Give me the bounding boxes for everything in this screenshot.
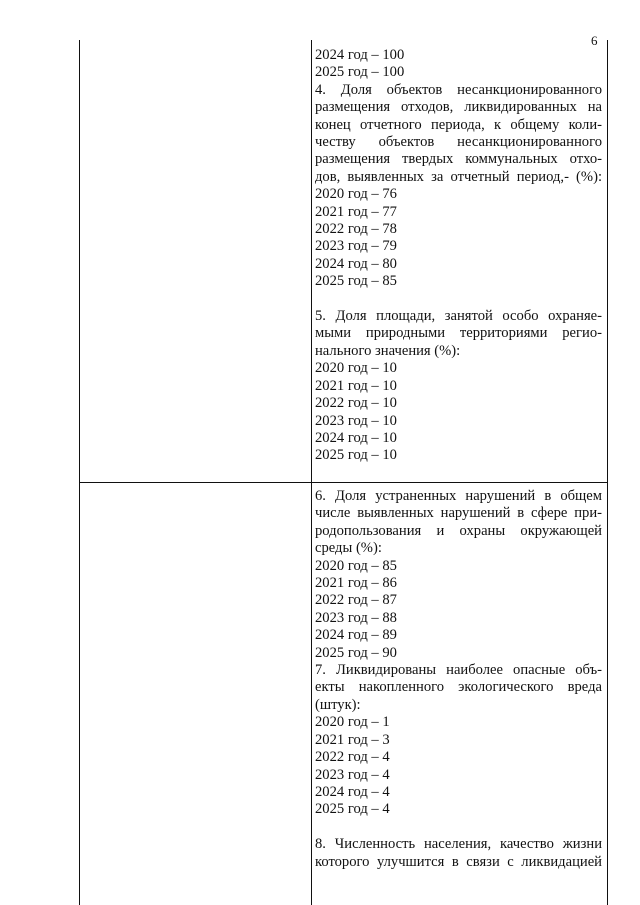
item5-text-line: мыми природными территориями регио- bbox=[315, 325, 602, 342]
item6-text-line: родопользования и охраны окружающей bbox=[315, 522, 602, 539]
year-line: 2020 год – 1 bbox=[315, 714, 390, 731]
item5-text-line: 5. Доля площади, занятой особо охраняе- bbox=[315, 308, 602, 325]
year-line: 2020 год – 10 bbox=[315, 360, 397, 377]
year-line: 2020 год – 76 bbox=[315, 186, 397, 203]
item4-text-line: размещения отходов, ликвидированных на bbox=[315, 99, 602, 116]
item7-text-line: екты накопленного экологического вреда bbox=[315, 679, 602, 696]
item7-text-line: (штук): bbox=[315, 696, 361, 713]
item6-text-line: 6. Доля устраненных нарушений в общем bbox=[315, 488, 602, 504]
table-cell-row1 bbox=[315, 47, 602, 465]
year-line: 2025 год – 4 bbox=[315, 801, 390, 818]
page-number: 6 bbox=[591, 33, 598, 48]
item6-text-line: среды (%): bbox=[315, 540, 382, 557]
year-line: 2021 год – 86 bbox=[315, 575, 397, 592]
year-line: 2021 год – 3 bbox=[315, 731, 390, 748]
item4-text-line: честву объектов несанкционированного bbox=[315, 134, 602, 151]
item7-text-line: 7. Ликвидированы наиболее опасные объ- bbox=[315, 662, 602, 679]
year-line: 2024 год – 100 bbox=[315, 47, 405, 63]
year-line: 2025 год – 85 bbox=[315, 273, 397, 290]
year-line: 2020 год – 85 bbox=[315, 557, 397, 574]
year-line: 2025 год – 90 bbox=[315, 644, 397, 661]
year-line: 2021 год – 10 bbox=[315, 377, 397, 394]
item8-text-line: которого улучшится в связи с ликвидацией bbox=[315, 853, 602, 870]
year-line: 2024 год – 89 bbox=[315, 627, 397, 644]
item4-text-line: размещения твердых коммунальных отхо- bbox=[315, 151, 602, 168]
item5-text-line: нального значения (%): bbox=[315, 342, 461, 359]
spacer bbox=[315, 819, 602, 836]
table-column-divider bbox=[311, 40, 312, 905]
spacer bbox=[315, 291, 602, 308]
year-line: 2022 год – 4 bbox=[315, 749, 390, 766]
year-line: 2023 год – 4 bbox=[315, 766, 390, 783]
year-line: 2021 год – 77 bbox=[315, 203, 397, 220]
table-row-divider bbox=[79, 482, 608, 483]
year-line: 2024 год – 10 bbox=[315, 429, 397, 446]
year-line: 2025 год – 100 bbox=[315, 64, 405, 81]
table-left-border bbox=[79, 40, 80, 905]
item4-text-line: 4. Доля объектов несанкционированного bbox=[315, 81, 602, 98]
year-line: 2022 год – 10 bbox=[315, 395, 397, 412]
table-cell-row2 bbox=[315, 488, 602, 871]
year-line: 2025 год – 10 bbox=[315, 447, 397, 464]
year-line: 2023 год – 79 bbox=[315, 238, 397, 255]
item6-text-line: числе выявленных нарушений в сфере при- bbox=[315, 505, 602, 522]
year-line: 2023 год – 10 bbox=[315, 412, 397, 429]
table-right-border bbox=[607, 40, 608, 905]
year-line: 2024 год – 4 bbox=[315, 783, 390, 800]
year-line: 2022 год – 87 bbox=[315, 592, 397, 609]
item4-text-line: конец отчетного периода, к общему коли- bbox=[315, 116, 602, 133]
year-line: 2023 год – 88 bbox=[315, 609, 397, 626]
item8-text-line: 8. Численность населения, качество жизни bbox=[315, 836, 602, 853]
year-line: 2022 год – 78 bbox=[315, 221, 397, 238]
year-line: 2024 год – 80 bbox=[315, 255, 397, 272]
item4-text-line: дов, выявленных за отчетный период,- (%): bbox=[315, 168, 602, 185]
